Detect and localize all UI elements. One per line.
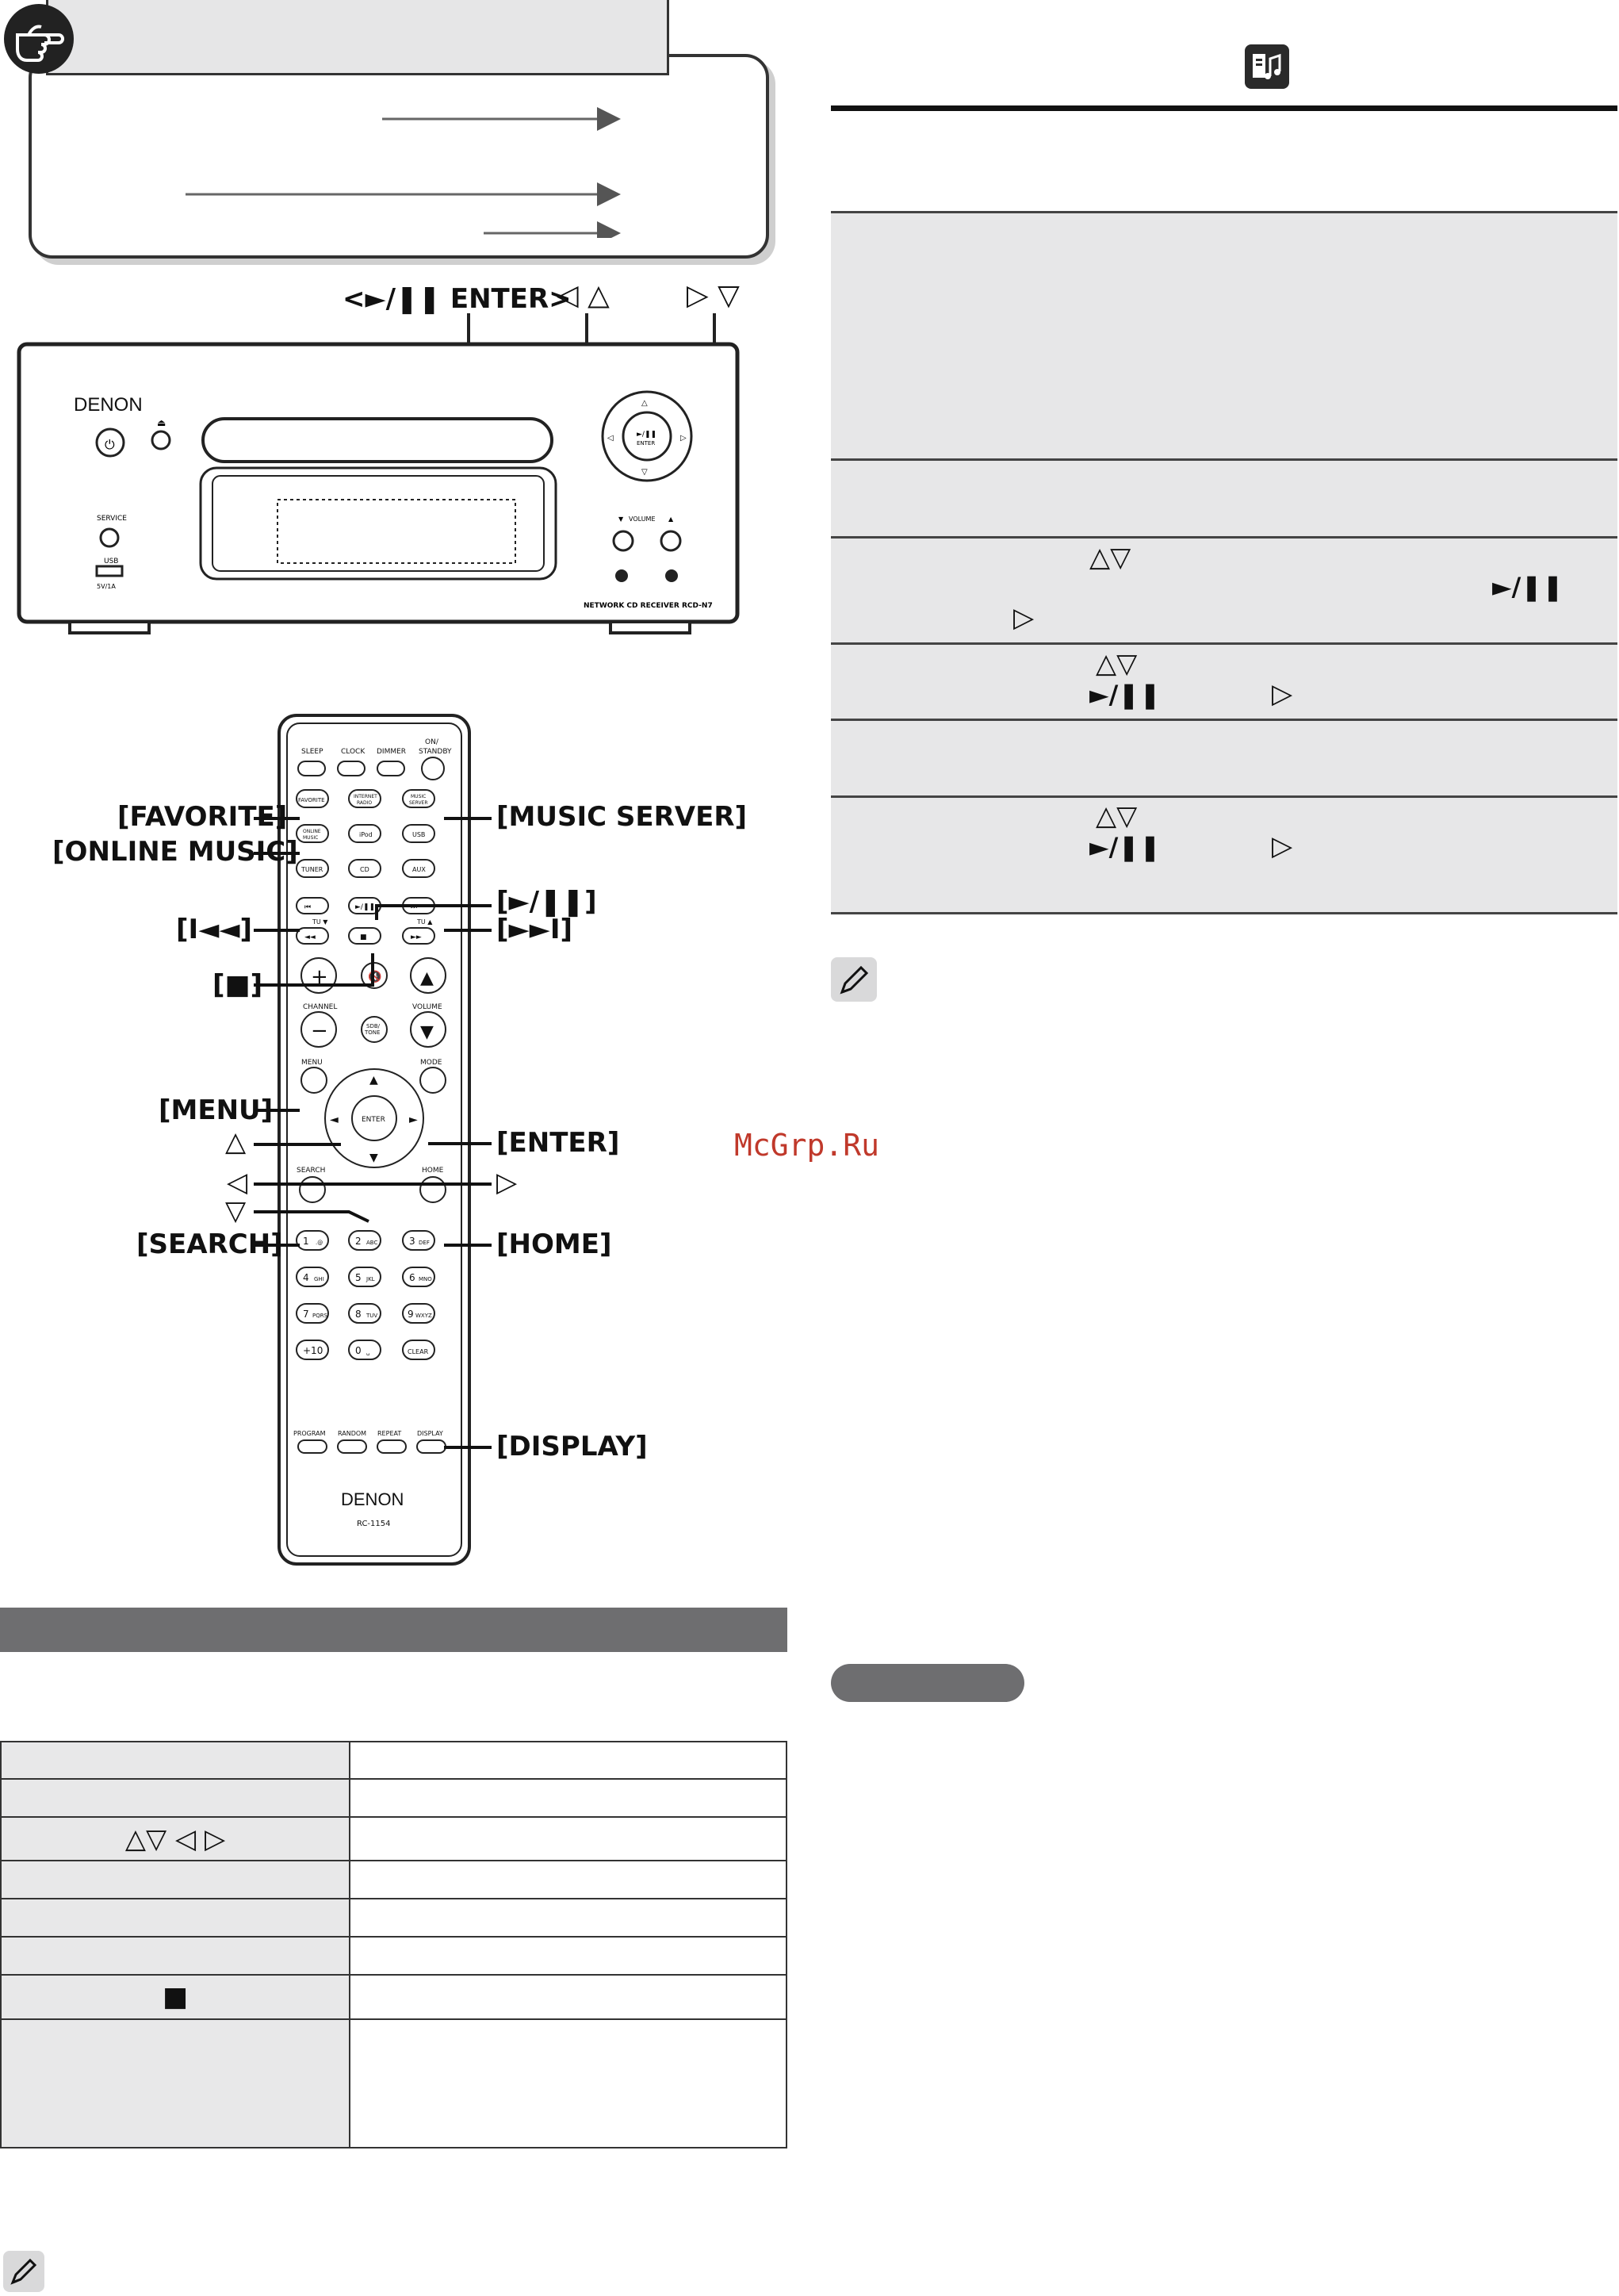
svg-text:CLOCK: CLOCK (341, 748, 366, 756)
hand-pointer-icon (2, 2, 76, 76)
svg-text:MNO: MNO (419, 1276, 432, 1282)
svg-text:6: 6 (409, 1272, 415, 1283)
svg-text:AUX: AUX (412, 866, 426, 873)
svg-text:►►: ►► (411, 933, 422, 941)
ops-key-stop: ■ (1, 1975, 350, 2019)
svg-text:▲: ▲ (369, 1074, 378, 1087)
svg-text:◄: ◄ (330, 1114, 339, 1126)
step3-play: ►/❚❚ (1492, 572, 1564, 602)
svg-text:USB: USB (412, 831, 426, 838)
ops-key-2 (1, 1779, 350, 1817)
svg-text:−: − (311, 1019, 328, 1043)
svg-text:STANDBY: STANDBY (419, 748, 452, 756)
step-box-5 (831, 721, 1617, 795)
svg-text:.@: .@ (316, 1240, 323, 1246)
svg-text:DISPLAY: DISPLAY (417, 1430, 443, 1437)
svg-text:SLEEP: SLEEP (301, 748, 323, 756)
svg-text:HOME: HOME (422, 1167, 444, 1175)
svg-text:INTERNET: INTERNET (354, 794, 377, 799)
music-server-callout: [MUSIC SERVER] (496, 801, 748, 833)
svg-text:TONE: TONE (365, 1029, 381, 1036)
svg-text:DEF: DEF (419, 1240, 430, 1246)
svg-text:RC-1154: RC-1154 (357, 1520, 391, 1528)
svg-text:ENTER: ENTER (637, 440, 656, 447)
subsection-pill (831, 1664, 1024, 1702)
svg-text:iPod: iPod (359, 831, 373, 838)
svg-text:3: 3 (409, 1236, 415, 1247)
ops-key-cursor: △▽ ◁ ▷ (1, 1817, 350, 1861)
svg-text:1: 1 (303, 1236, 309, 1247)
svg-text:JKL: JKL (366, 1276, 375, 1282)
svg-text:■: ■ (360, 933, 367, 941)
main-unit (14, 301, 752, 642)
svg-text:RANDOM: RANDOM (338, 1430, 367, 1437)
reference-arrows (174, 103, 634, 238)
svg-text:⏭: ⏭ (411, 903, 418, 911)
svg-text:SEARCH: SEARCH (297, 1167, 326, 1175)
svg-text:+: + (311, 965, 328, 989)
svg-text:5: 5 (355, 1272, 362, 1283)
svg-text:ENTER: ENTER (362, 1116, 385, 1124)
ops-key-8 (1, 2019, 350, 2148)
svg-text:VOLUME: VOLUME (412, 1003, 442, 1011)
svg-text:SDB/: SDB/ (366, 1023, 380, 1029)
ops-key-6 (1, 1937, 350, 1975)
step4-right: ▷ (1272, 678, 1293, 710)
svg-text:►: ► (409, 1114, 418, 1126)
step4-play: ►/❚❚ (1089, 680, 1161, 710)
step-rule-7 (831, 912, 1617, 914)
step-box-2 (831, 461, 1617, 536)
step6-right: ▷ (1272, 830, 1293, 862)
svg-text:WXYZ: WXYZ (415, 1313, 432, 1319)
svg-text:⏮: ⏮ (304, 903, 312, 911)
operations-table (0, 1741, 787, 2148)
svg-text:PROGRAM: PROGRAM (293, 1430, 326, 1437)
svg-text:REPEAT: REPEAT (377, 1430, 402, 1437)
svg-text:TUV: TUV (366, 1313, 378, 1319)
svg-text:0: 0 (355, 1345, 362, 1356)
svg-text:△: △ (641, 399, 648, 408)
unit-model-label: NETWORK CD RECEIVER RCD-N7 (584, 602, 713, 610)
svg-text:4: 4 (303, 1272, 309, 1283)
menu-callout: [MENU] (159, 1094, 274, 1126)
service-label: SERVICE (97, 515, 127, 523)
step4-arrows: △▽ (1096, 648, 1138, 680)
down-callout: ▽ (225, 1195, 247, 1227)
operations-header-bar (0, 1608, 787, 1652)
svg-text:7: 7 (303, 1309, 309, 1320)
svg-text:ABC: ABC (366, 1240, 378, 1246)
step6-play: ►/❚❚ (1089, 832, 1161, 862)
svg-text:▼: ▼ (420, 1022, 434, 1042)
favorite-callout: [FAVORITE] (117, 801, 288, 833)
step-box-6 (831, 798, 1617, 912)
svg-text:TU ▲: TU ▲ (417, 918, 433, 926)
svg-text:␣: ␣ (366, 1349, 370, 1355)
svg-text:▲: ▲ (668, 516, 674, 523)
step6-arrows: △▽ (1096, 800, 1138, 832)
svg-text:►/❚❚: ►/❚❚ (355, 903, 376, 911)
svg-text:◄◄: ◄◄ (304, 933, 316, 941)
svg-text:▲: ▲ (420, 968, 434, 988)
enter-callout: <►/❚❚ ENTER> (343, 283, 572, 315)
svg-text:▼: ▼ (369, 1152, 378, 1164)
svg-text:USB: USB (104, 558, 119, 565)
svg-text:9: 9 (408, 1309, 414, 1320)
right-callout: ▷ (496, 1167, 518, 1198)
stop-callout: [■] (212, 969, 263, 1001)
step-box-1 (831, 213, 1617, 458)
svg-text:▼: ▼ (618, 516, 624, 523)
svg-text:GHI: GHI (314, 1276, 324, 1282)
step3-right: ▷ (1013, 602, 1035, 634)
svg-text:TU ▼: TU ▼ (312, 918, 328, 926)
svg-text:ONLINE: ONLINE (303, 829, 321, 834)
svg-text:RADIO: RADIO (357, 800, 373, 806)
up-callout: △ (225, 1126, 247, 1158)
display-callout: [DISPLAY] (496, 1431, 648, 1462)
right-down-callout: ▷ ▽ (687, 279, 740, 312)
left-callout: ◁ (227, 1167, 248, 1198)
svg-text:PQRS: PQRS (312, 1313, 328, 1319)
svg-text:◁: ◁ (607, 434, 614, 443)
step-rule-1 (831, 211, 1617, 213)
skip-back-callout: [I◄◄] (176, 914, 253, 945)
svg-text:▽: ▽ (641, 468, 648, 477)
svg-text:DENON: DENON (341, 1489, 404, 1509)
svg-text:►/❚❚: ►/❚❚ (637, 431, 657, 439)
svg-text:5V/1A: 5V/1A (97, 583, 116, 590)
svg-text:SERVER: SERVER (409, 800, 428, 806)
svg-text:VOLUME: VOLUME (629, 516, 656, 523)
svg-text:DIMMER: DIMMER (377, 748, 407, 756)
step3-arrows: △▽ (1089, 542, 1131, 573)
search-callout: [SEARCH] (136, 1228, 283, 1260)
svg-text:⏻: ⏻ (105, 437, 115, 452)
svg-text:MUSIC: MUSIC (411, 794, 427, 799)
svg-text:🔇: 🔇 (368, 971, 382, 983)
skip-forward-callout: [►►I] (496, 914, 573, 945)
svg-text:FAVORITE: FAVORITE (298, 797, 325, 803)
watermark: McGrp.Ru (734, 1128, 880, 1163)
svg-text:TUNER: TUNER (301, 866, 323, 873)
svg-text:8: 8 (355, 1309, 362, 1320)
svg-text:ON/: ON/ (425, 738, 438, 746)
left-up-callout: ◁ △ (557, 279, 610, 312)
section-rule (831, 105, 1617, 111)
svg-text:CHANNEL: CHANNEL (303, 1003, 338, 1011)
svg-text:2: 2 (355, 1236, 362, 1247)
svg-text:CLEAR: CLEAR (408, 1348, 429, 1355)
step-box-4 (831, 645, 1617, 719)
ops-key-4 (1, 1861, 350, 1899)
svg-text:⏏: ⏏ (157, 417, 166, 428)
svg-text:MODE: MODE (420, 1059, 442, 1067)
pencil-icon (831, 957, 877, 1002)
unit-brand: DENON (74, 394, 143, 416)
pencil-icon (3, 2251, 44, 2292)
svg-text:MUSIC: MUSIC (303, 835, 319, 841)
svg-text:▷: ▷ (680, 434, 687, 443)
ops-key-1 (1, 1742, 350, 1779)
ops-key-5 (1, 1899, 350, 1937)
enter-remote-callout: [ENTER] (496, 1127, 620, 1159)
online-music-callout: [ONLINE MUSIC] (52, 836, 298, 868)
home-callout: [HOME] (496, 1228, 612, 1260)
svg-text:MENU: MENU (301, 1059, 323, 1067)
music-server-icon (1245, 44, 1289, 89)
svg-text:+10: +10 (303, 1345, 323, 1356)
svg-text:CD: CD (360, 866, 369, 873)
play-pause-callout: [►/❚❚] (496, 886, 597, 918)
reference-header-bar (46, 0, 669, 75)
remote-callout-lines (254, 801, 492, 1459)
